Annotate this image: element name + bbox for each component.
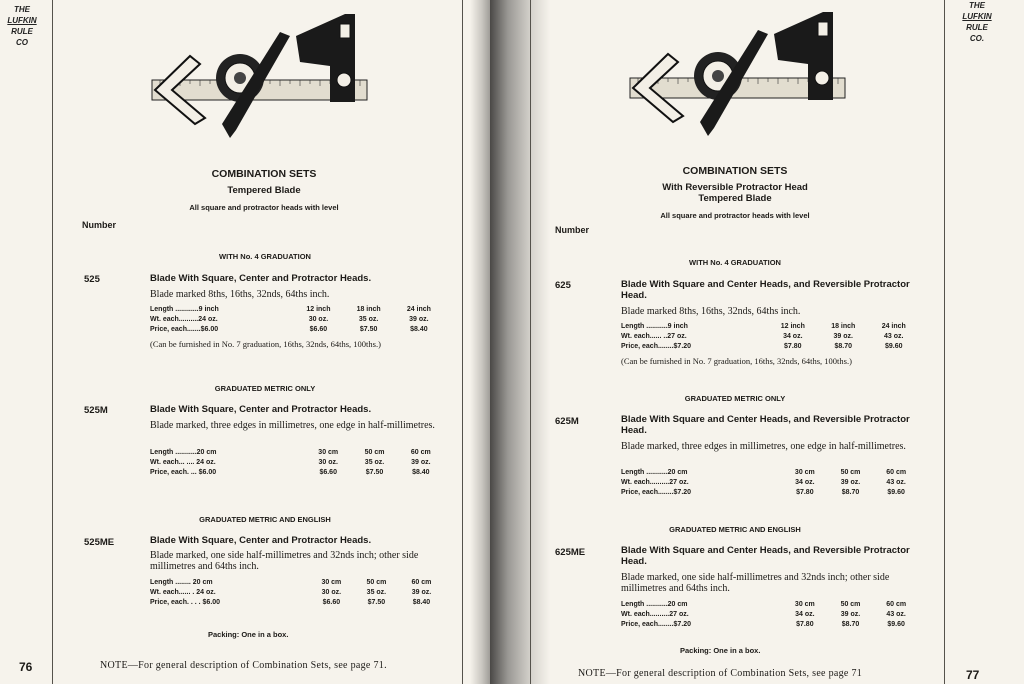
item-title: Blade With Square, Center and Protractor Heads. — [150, 404, 372, 415]
right-inner-rule — [530, 0, 531, 684]
catalog-title: COMBINATION SETS — [682, 165, 788, 177]
spec-cell: Length ........ 20 cm — [150, 579, 213, 586]
section-heading: GRADUATED METRIC AND ENGLISH — [199, 515, 331, 524]
spec-cell: $7.50 — [359, 326, 378, 333]
spec-cell: 24 inch — [881, 323, 906, 330]
spec-cell: 39 oz. — [840, 611, 861, 618]
spec-cell: 43 oz. — [884, 333, 904, 340]
brand-line: RULE — [11, 27, 33, 36]
brand-line: THE — [14, 5, 30, 14]
spec-cell: 39 oz. — [411, 589, 432, 596]
page-footnote: NOTE—For general description of Combination Sets, see page 71. — [100, 660, 387, 671]
left-inner-rule — [462, 0, 463, 684]
spec-cell: 39 oz. — [840, 479, 861, 486]
spec-cell: Price, each........$7.20 — [621, 343, 692, 350]
spec-cell: 18 inch — [356, 306, 381, 313]
spec-cell: 39 oz. — [411, 459, 431, 466]
spec-cell: 34 oz. — [795, 479, 815, 486]
item-number: 625M — [555, 416, 579, 427]
spec-cell: $7.80 — [784, 343, 802, 350]
spec-cell: $7.80 — [796, 621, 814, 628]
spec-cell: 12 inch — [780, 323, 805, 330]
brand-line: RULE — [966, 23, 988, 32]
spec-table — [150, 448, 444, 478]
left-margin-rule — [52, 0, 53, 684]
item-number: 525M — [84, 405, 108, 416]
spec-row — [621, 332, 919, 342]
spec-row — [150, 325, 444, 335]
spec-row — [150, 598, 444, 608]
brand-line: LUFKIN — [7, 16, 37, 25]
spec-cell: 43 oz. — [886, 479, 906, 486]
item-description: Blade marked, one side half-millimetres and 32nds inch; other side millimetres and 64ths inch. — [150, 550, 419, 572]
spec-cell: 30 cm — [794, 469, 815, 476]
item-title: Blade With Square, Center and Protractor Heads. — [150, 273, 372, 284]
spec-cell: Price, each. . . . $6.00 — [150, 599, 221, 606]
catalog-subtitle: Tempered Blade — [698, 193, 772, 204]
catalog-subtitle: Tempered Blade — [227, 185, 301, 196]
item-description: Blade marked, one side half-millimetres and 32nds inch; other side millimetres and 64ths inch. — [621, 572, 890, 594]
packing-info: Packing: One in a box. — [208, 630, 289, 639]
spec-cell: $8.70 — [841, 489, 860, 496]
brand-line: LUFKIN — [962, 12, 992, 21]
packing-info: Packing: One in a box. — [680, 646, 761, 655]
section-heading: GRADUATED METRIC ONLY — [214, 384, 316, 393]
spec-row — [150, 468, 444, 478]
spec-table — [621, 600, 919, 630]
spec-row — [150, 315, 444, 325]
item-number: 525 — [84, 274, 100, 285]
spec-cell: 50 cm — [840, 601, 861, 608]
section-heading: GRADUATED METRIC AND ENGLISH — [669, 525, 801, 534]
spec-cell: Length ...........9 inch — [621, 323, 688, 330]
spec-table — [621, 468, 919, 498]
item-title: Blade With Square, Center and Protractor Heads. — [150, 535, 372, 546]
spec-cell: 34 oz. — [795, 611, 815, 618]
spec-cell: 43 oz. — [886, 611, 906, 618]
spec-cell: 24 inch — [406, 306, 431, 313]
right-margin-rule — [944, 0, 945, 684]
section-heading: GRADUATED METRIC ONLY — [684, 394, 786, 403]
spec-cell: Length ...........20 cm — [621, 601, 688, 608]
spec-cell: 60 cm — [886, 601, 907, 608]
spec-cell: Wt. each..........27 oz. — [621, 611, 689, 618]
spec-cell: $7.50 — [365, 469, 384, 476]
graduation-note: (Can be furnished in No. 7 graduation, 16ths, 32nds, 64ths, 100ths.) — [621, 356, 852, 366]
catalog-subhead: All square and protractor heads with level — [189, 203, 339, 212]
spec-row — [621, 322, 919, 332]
spec-row — [621, 620, 919, 630]
spec-cell: $9.60 — [887, 621, 905, 628]
spec-row — [150, 448, 444, 458]
brand-mark — [6, 4, 38, 48]
spec-cell: $7.80 — [796, 489, 814, 496]
spec-cell: $8.40 — [412, 469, 430, 476]
spec-cell: 30 cm — [318, 449, 339, 456]
spec-cell: $7.50 — [367, 599, 386, 606]
spec-cell: $6.60 — [322, 599, 341, 606]
item-title: Blade With Square and Center Heads, and Reversible Protractor Head. — [621, 545, 910, 567]
spec-cell: 30 oz. — [308, 316, 329, 323]
spec-cell: 30 cm — [321, 579, 342, 586]
spec-row — [621, 478, 919, 488]
spec-cell: 30 oz. — [318, 459, 338, 466]
catalog-title: COMBINATION SETS — [211, 168, 317, 180]
spec-row — [621, 342, 919, 352]
brand-line: CO. — [969, 34, 985, 43]
spec-cell: $6.60 — [319, 469, 337, 476]
item-number: 525ME — [84, 537, 115, 548]
number-column-label: Number — [555, 225, 590, 235]
catalog-subhead: All square and protractor heads with level — [660, 211, 810, 220]
spec-row — [150, 588, 444, 598]
item-description: Blade marked 8ths, 16ths, 32nds, 64ths inch. — [150, 289, 330, 300]
item-description: Blade marked, three edges in millimetres, one edge in half-millimetres. — [150, 420, 435, 431]
spec-cell: Wt. each..........27 oz. — [621, 479, 689, 486]
item-title: Blade With Square and Center Heads, and Reversible Protractor Head. — [621, 279, 910, 301]
spec-row — [150, 305, 444, 315]
spec-cell: $9.60 — [884, 343, 903, 350]
item-description: Blade marked, three edges in millimetres, one edge in half-millimetres. — [621, 441, 906, 452]
graduation-note: (Can be furnished in No. 7 graduation, 16ths, 32nds, 64ths, 100ths.) — [150, 339, 381, 349]
spec-cell: Wt. each...... . 24 oz. — [150, 589, 216, 596]
page-number: 76 — [19, 660, 33, 674]
catalog-subtitle: With Reversible Protractor Head — [662, 182, 808, 193]
spec-cell: 60 cm — [411, 579, 432, 586]
spec-cell: 39 oz. — [409, 316, 429, 323]
page-footnote: NOTE—For general description of Combination Sets, see page 71 — [578, 668, 863, 679]
spec-cell: Length ............9 inch — [150, 306, 219, 313]
section-heading: WITH No. 4 GRADUATION — [689, 258, 781, 267]
spec-row — [621, 600, 919, 610]
spec-cell: $8.70 — [834, 343, 853, 350]
spec-row — [150, 458, 444, 468]
spec-cell: 35 oz. — [366, 589, 387, 596]
catalog-title-block — [170, 168, 358, 212]
brand-mark — [958, 0, 996, 44]
item-title: Blade With Square and Center Heads, and Reversible Protractor Head. — [621, 414, 910, 436]
spec-cell: 35 oz. — [358, 316, 379, 323]
spec-cell: 34 oz. — [783, 333, 803, 340]
spec-cell: 30 cm — [794, 601, 815, 608]
spec-cell: $6.60 — [309, 326, 328, 333]
combination-set-illustration — [150, 6, 368, 141]
spec-cell: 50 cm — [840, 469, 861, 476]
item-description: Blade marked 8ths, 16ths, 32nds, 64ths inch. — [621, 306, 801, 317]
spec-cell: $9.60 — [887, 489, 905, 496]
page-number: 77 — [966, 668, 980, 682]
spec-cell: $8.70 — [841, 621, 860, 628]
spec-cell: $8.40 — [412, 599, 431, 606]
catalog-title-block — [630, 165, 840, 220]
spec-cell: 12 inch — [306, 306, 331, 313]
spec-cell: Wt. each..........24 oz. — [150, 316, 218, 323]
spec-table — [621, 322, 919, 352]
spec-cell: Price, each. ... $6.00 — [150, 469, 217, 476]
spec-cell: 60 cm — [886, 469, 907, 476]
spec-cell: 18 inch — [831, 323, 856, 330]
spec-cell: 50 cm — [364, 449, 385, 456]
spec-table — [150, 578, 444, 608]
brand-line: THE — [969, 1, 985, 10]
left-page — [0, 0, 490, 684]
spec-cell: Length ...........20 cm — [150, 449, 217, 456]
spec-cell: 35 oz. — [364, 459, 385, 466]
spec-cell: $8.40 — [410, 326, 428, 333]
spec-cell: Price, each.......$6.00 — [150, 326, 219, 333]
spec-cell: Length ...........20 cm — [621, 469, 688, 476]
spec-cell: 39 oz. — [833, 333, 853, 340]
spec-cell: 60 cm — [410, 449, 431, 456]
spec-cell: 30 oz. — [321, 589, 342, 596]
spec-cell: Price, each........$7.20 — [621, 621, 692, 628]
number-column-label: Number — [82, 220, 117, 230]
spec-row — [150, 578, 444, 588]
brand-line: CO — [16, 38, 28, 47]
spec-cell: Wt. each...... ..27 oz. — [621, 333, 687, 340]
right-page — [500, 0, 1024, 684]
spec-cell: 50 cm — [366, 579, 387, 586]
spec-cell: Price, each........$7.20 — [621, 489, 692, 496]
combination-set-illustration — [628, 4, 846, 139]
spec-row — [621, 610, 919, 620]
item-number: 625ME — [555, 547, 586, 558]
spec-cell: Wt. each... .... 24 oz. — [150, 459, 216, 466]
spec-row — [621, 468, 919, 478]
spec-table — [150, 305, 444, 335]
section-heading: WITH No. 4 GRADUATION — [219, 252, 311, 261]
spec-row — [621, 488, 919, 498]
item-number: 625 — [555, 280, 571, 291]
